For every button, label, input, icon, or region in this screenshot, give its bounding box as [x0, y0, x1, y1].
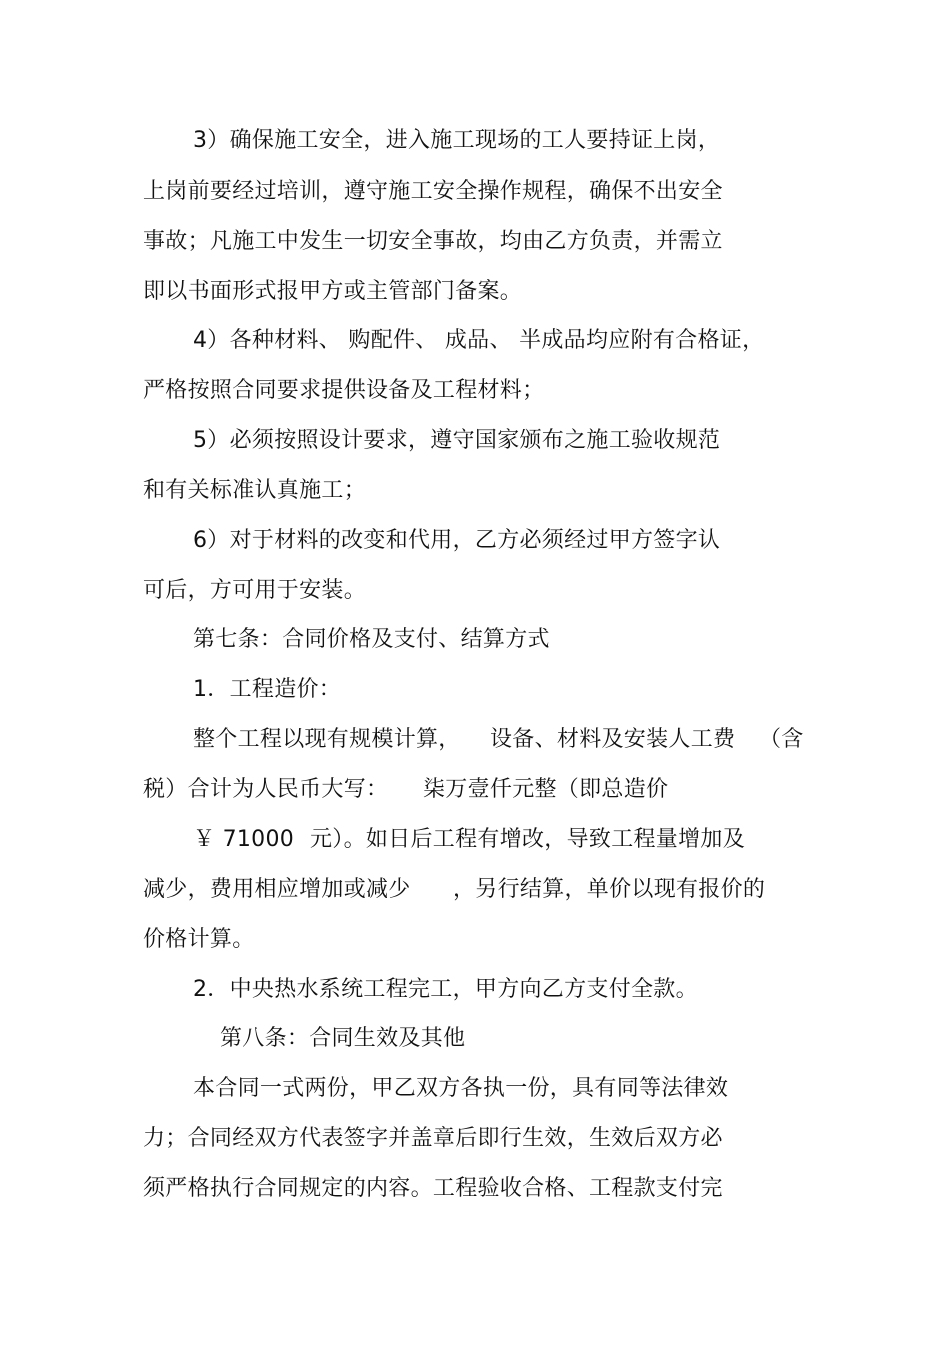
paragraph-line: 本合同一式两份，甲乙双方各执一份，具有同等法律效: [193, 1076, 729, 1101]
text-segment: 整个工程以现有规模计算，: [193, 727, 461, 752]
paragraph-line: 即以书面形式报甲方或主管部门备案。: [143, 279, 523, 304]
paragraph-line: 价格计算。: [143, 927, 255, 952]
paragraph-line: 可后，方可用于安装。: [143, 578, 367, 603]
text-segment: ，另行结算，单价以现有报价的: [453, 877, 766, 902]
paragraph-line: [143, 876, 783, 904]
paragraph-line: 2．中央热水系统工程完工，甲方向乙方支付全款。: [193, 977, 698, 1002]
paragraph-line: 上岗前要经过培训，遵守施工安全操作规程，确保不出安全: [143, 179, 723, 204]
paragraph-line: 严格按照合同要求提供设备及工程材料；: [143, 378, 545, 403]
section-heading-article-8: 第八条：合同生效及其他: [220, 1026, 466, 1051]
paragraph-line: 6）对于材料的改变和代用，乙方必须经过甲方签字认: [193, 528, 721, 553]
paragraph-line: 5）必须按照设计要求，遵守国家颁布之施工验收规范: [193, 428, 721, 453]
paragraph-line: [193, 826, 793, 854]
text-segment: 元）。如日后工程有增改，导致工程量增加及: [310, 827, 746, 852]
paragraph-line: [143, 776, 743, 804]
paragraph-line: [193, 726, 813, 754]
section-heading-article-7: 第七条：合同价格及支付、结算方式: [193, 627, 550, 652]
text-segment: 设备、材料及安装人工费: [490, 727, 736, 752]
paragraph-line: 须严格执行合同规定的内容。工程验收合格、工程款支付完: [143, 1176, 723, 1201]
paragraph-line: 4）各种材料、 购配件、 成品、 半成品均应附有合格证，: [193, 328, 765, 353]
subsection-heading: 1．工程造价：: [193, 677, 342, 702]
paragraph-line: 力；合同经双方代表签字并盖章后即行生效，生效后双方必: [143, 1126, 723, 1151]
text-segment: （含: [759, 727, 804, 752]
paragraph-line: 和有关标准认真施工；: [143, 478, 367, 503]
paragraph-line: 事故；凡施工中发生一切安全事故，均由乙方负责，并需立: [143, 229, 723, 254]
text-segment: 减少，费用相应增加或减少: [143, 877, 411, 902]
text-segment: 税）合计为人民币大写：: [143, 777, 389, 802]
amount-figure: ￥ 71000: [193, 827, 295, 852]
paragraph-line: 3）确保施工安全，进入施工现场的工人要持证上岗，: [193, 128, 721, 153]
amount-in-words: 柒万壹仟元整（即总造价: [423, 777, 669, 802]
